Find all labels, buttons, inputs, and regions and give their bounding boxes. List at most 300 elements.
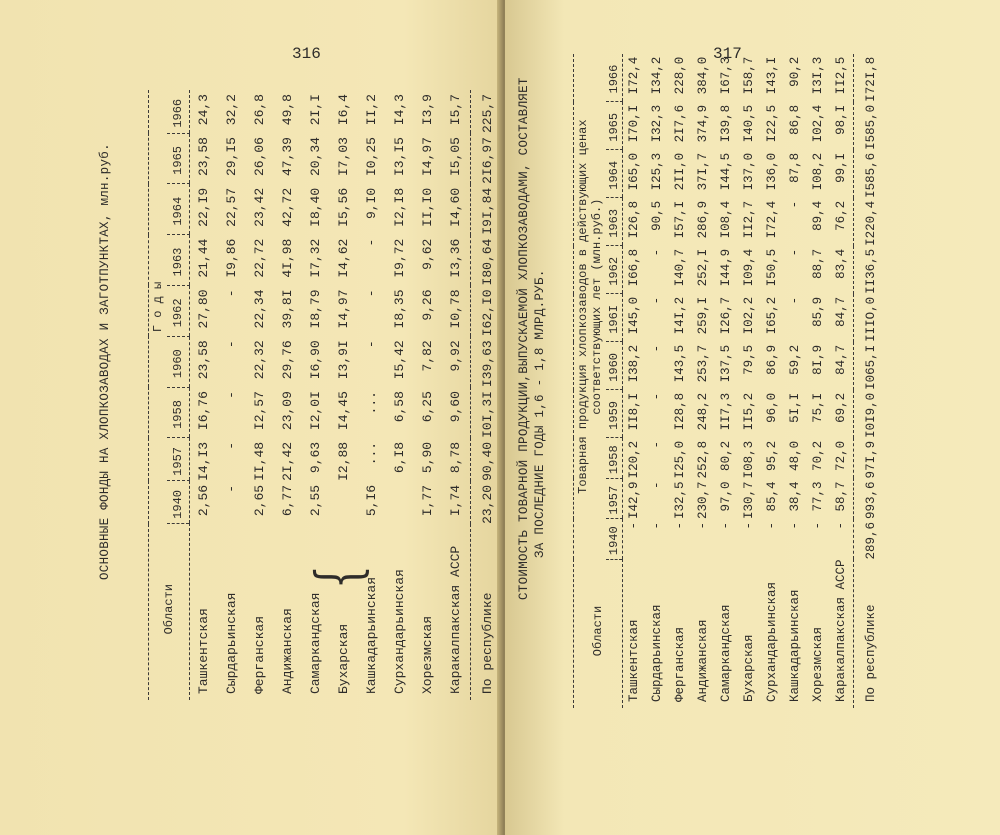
total-cell: 2I6,97: [480, 137, 495, 184]
table-cell: -: [650, 481, 664, 489]
table-cell: I26,8: [627, 200, 641, 239]
year-header: 1957: [606, 478, 623, 519]
table-row: [623, 54, 647, 708]
table-cell: 49,8: [280, 94, 295, 126]
table-cell: 85,4: [765, 481, 779, 512]
total-cell: 993,6: [864, 481, 878, 519]
table-cell: I6,4: [336, 94, 351, 126]
table-cell: I22,5: [765, 104, 779, 143]
table-cell: 2,65: [252, 484, 267, 517]
table-cell: I6,76: [196, 391, 211, 431]
table-cell: ...: [364, 391, 379, 415]
table-cell: I4,3: [392, 94, 407, 126]
table-cell: 72,0: [834, 440, 848, 471]
table-cell: 85,9: [811, 296, 825, 327]
table-cell: I4,45: [336, 391, 351, 431]
table-cell: 69,2: [834, 392, 848, 423]
year-header: 1940: [606, 519, 623, 560]
table-cell: 24,3: [196, 94, 211, 126]
table-cell: I40,5: [742, 104, 756, 143]
table-cell: -: [627, 521, 641, 530]
row-label: Самаркандская: [308, 592, 323, 694]
table-cell: I3,36: [448, 238, 463, 278]
table-cell: 2I7,6: [673, 104, 687, 143]
table-cell: 42,72: [280, 187, 295, 227]
table-cell: -: [650, 521, 664, 530]
table-cell: 374,9: [696, 104, 710, 143]
table-cell: I37,5: [719, 344, 733, 383]
table-cell: [330, 481, 358, 524]
table-cell: 26,8: [252, 94, 267, 126]
year-header: 1962: [167, 285, 190, 336]
total-cell: 225,7: [480, 94, 495, 134]
right-table-title-line1: СТОИМОСТЬ ТОВАРНОЙ ПРОДУКЦИИ,ВЫПУСКАЕМОЙ ХЛОПКОЗАВОДАМИ, СОСТАВЛЯЕТ: [517, 77, 531, 600]
table-cell: 58,7: [834, 481, 848, 512]
total-cell: 97I,9: [864, 440, 878, 479]
table-cell: 2I,I: [308, 94, 323, 126]
table-cell: I3,9I: [336, 340, 351, 380]
table-cell: I2,57: [252, 391, 267, 431]
table-cell: I3,I5: [392, 137, 407, 177]
table-cell: I08,2: [811, 152, 825, 191]
table-cell: 286,9: [696, 200, 710, 239]
row-label: Кашкадарьинская: [788, 589, 802, 702]
table-cell: 23,42: [252, 187, 267, 227]
table-cell: 95,2: [765, 440, 779, 471]
table-cell: 253,7: [696, 344, 710, 383]
table-cell: I6,90: [308, 340, 323, 380]
table-cell: 259,I: [696, 296, 710, 335]
total-cell: I220,4: [864, 200, 878, 246]
table-cell: I66,8: [627, 248, 641, 287]
table-cell: I8,79: [308, 289, 323, 329]
table-cell: 98,I: [834, 104, 848, 135]
table-row: [414, 90, 442, 700]
table-cell: I50,5: [765, 248, 779, 287]
row-label: Хорезмская: [811, 626, 825, 702]
group-header-line2: соответствующих лет (млн.руб.): [590, 198, 604, 415]
table-cell: -: [742, 521, 756, 530]
table-cell: I4,97: [336, 289, 351, 329]
table-cell: 21,44: [196, 238, 211, 278]
year-header: 1966: [167, 90, 190, 133]
table-cell: 248,2: [696, 392, 710, 431]
table-cell: II2,7: [742, 200, 756, 239]
table-cell: -: [719, 521, 733, 530]
table-cell: 27,80: [196, 289, 211, 329]
table-cell: I65,2: [765, 296, 779, 335]
table-cell: I2,88: [336, 441, 351, 481]
table-cell: 83,4: [834, 248, 848, 279]
table-row: [246, 90, 274, 700]
total-cell: II36,5: [864, 248, 878, 294]
table-cell: 23,58: [196, 137, 211, 177]
row-label: Самаркандская: [719, 604, 733, 702]
table-cell: 252,8: [696, 440, 710, 479]
table-cell: 39,8I: [280, 289, 295, 329]
right-page: [505, 0, 1000, 835]
table-cell: I36,0: [765, 152, 779, 191]
table-cell: I,74: [448, 484, 463, 517]
table-cell: 87,8: [788, 152, 802, 183]
table-cell: I45,0: [627, 296, 641, 335]
total-cell: 23,20: [480, 484, 495, 524]
table-cell: I3I,3: [811, 56, 825, 95]
table-cell: 9,I0: [364, 187, 379, 220]
table-cell: 29,I5: [224, 137, 239, 177]
table-cell: 6,I8: [392, 441, 407, 474]
table-cell: 29,76: [280, 340, 295, 380]
table-cell: I20,2: [627, 440, 641, 479]
table-cell: 6,77: [280, 484, 295, 517]
table-cell: 9,63: [308, 441, 323, 474]
table-row: [830, 54, 854, 708]
table-cell: -: [364, 289, 379, 298]
table-cell: -: [224, 484, 239, 493]
row-label: Ферганская: [252, 615, 267, 694]
row-label: Сырдарьинская: [650, 604, 664, 702]
table-cell: 22,72: [252, 238, 267, 278]
table-row: [669, 54, 692, 708]
table-cell: -: [788, 521, 802, 530]
total-cell: I9I,84: [480, 187, 495, 235]
year-header: 1966: [606, 54, 623, 102]
year-header: 1957: [167, 438, 190, 481]
table-cell: -: [364, 238, 379, 247]
table-cell: -: [650, 248, 664, 257]
table-cell: I02,2: [742, 296, 756, 335]
table-cell: 47,39: [280, 137, 295, 177]
row-label: Ташкентская: [196, 608, 211, 694]
table-cell: -: [788, 296, 802, 305]
row-label: Ферганская: [673, 626, 687, 702]
row-label: Сурхандарьинская: [765, 581, 779, 702]
table-cell: I4,I3: [196, 441, 211, 481]
table-cell: 2,56: [196, 484, 211, 517]
table-cell: I30,7: [742, 481, 756, 519]
table-row: [358, 90, 386, 700]
table-row: [692, 54, 715, 708]
year-header: 1963: [167, 235, 190, 286]
col-header-product-group: [574, 54, 607, 560]
table-cell: 37I,7: [696, 152, 710, 191]
table-cell: I5,05: [448, 137, 463, 177]
row-label: Андижанская: [696, 619, 710, 702]
table-cell: I5,42: [392, 340, 407, 380]
table-cell: I72,4: [765, 200, 779, 239]
total-cell: I585,0: [864, 104, 878, 150]
col-header-years-group: Г о д ы: [151, 281, 165, 333]
table-row: [646, 54, 669, 708]
table-cell: 22,34: [252, 289, 267, 329]
table-cell: -: [650, 392, 664, 401]
table-cell: -: [788, 248, 802, 257]
table-row: [715, 54, 738, 708]
page-number-right: 317: [713, 45, 742, 63]
table-cell: 88,7: [811, 248, 825, 279]
table-cell: 9,92: [448, 340, 463, 372]
table-cell: 8I,9: [811, 344, 825, 375]
table-cell: 22,I9: [196, 187, 211, 227]
table-cell: I39,8: [719, 104, 733, 143]
table-cell: I9,72: [392, 238, 407, 278]
total-cell: 289,6: [864, 521, 878, 560]
total-cell: I39,63: [480, 340, 495, 388]
table-cell: -: [673, 521, 687, 530]
table-cell: I32,5: [673, 481, 687, 519]
table-cell: I09,4: [742, 248, 756, 287]
table-cell: I02,4: [811, 104, 825, 143]
total-cell: IIIO,0: [864, 296, 878, 342]
table-cell: 80,2: [719, 440, 733, 471]
table-cell: 86,9: [765, 344, 779, 375]
table-cell: I65,0: [627, 152, 641, 191]
table-cell: 5,I6: [364, 484, 379, 517]
table-cell: -: [650, 344, 664, 353]
table-cell: II5,2: [742, 392, 756, 431]
table-cell: 84,7: [834, 296, 848, 327]
table-cell: I43,5: [673, 344, 687, 383]
table-row: [442, 90, 471, 700]
table-row: [274, 90, 302, 700]
table-cell: -: [224, 391, 239, 399]
right-table-frame: [573, 54, 888, 708]
right-table-title-line2: ЗА ПОСЛЕДНИЕ ГОДЫ 1,6 - 1,8 МЛРД.РУБ.: [533, 269, 547, 558]
year-header: 1959: [606, 390, 623, 438]
table-cell: 6,25: [420, 391, 435, 423]
table-cell: I4,62: [336, 238, 351, 278]
total-cell: I065,I: [864, 344, 878, 390]
table-cell: I7,03: [336, 137, 351, 177]
year-header: 196I: [606, 294, 623, 342]
table-cell: II,I0: [420, 187, 435, 227]
table-cell: 79,5: [742, 344, 756, 375]
table-cell: 9,60: [448, 391, 463, 423]
table-cell: 230,7: [696, 481, 710, 519]
table-cell: 84,7: [834, 344, 848, 375]
table-row: [738, 54, 761, 708]
year-header: 1960: [606, 342, 623, 390]
table-cell: I,77: [420, 484, 435, 517]
left-table-frame: [148, 90, 505, 700]
table-cell: I57,I: [673, 200, 687, 239]
table-cell: I08,3: [742, 440, 756, 479]
table-cell: I2,I8: [392, 187, 407, 227]
table-cell: 9,26: [420, 289, 435, 321]
table-row: [784, 54, 807, 708]
table-cell: I5,7: [448, 94, 463, 126]
left-table-title: ОСНОВНЫЕ ФОНДЫ НА ХЛОПКОЗАВОДАХ И ЗАГОТПУНКТАХ, млн.руб.: [98, 143, 112, 580]
table-cell: [386, 481, 414, 524]
total-cell: I62,I0: [480, 289, 495, 337]
table-cell: I34,2: [650, 56, 664, 95]
brace-mark: {: [302, 564, 374, 590]
total-cell: 90,40: [480, 441, 495, 481]
total-cell: I585,6: [864, 152, 878, 198]
table-cell: -: [650, 296, 664, 305]
total-cell: I72I,8: [864, 56, 878, 102]
table-cell: 22,57: [224, 187, 239, 227]
table-cell: 96,0: [765, 392, 779, 423]
table-cell: I58,7: [742, 56, 756, 95]
table-cell: -: [788, 200, 802, 209]
year-header: 1958: [606, 438, 623, 479]
table-cell: 38,4: [788, 481, 802, 512]
table-cell: 59,2: [788, 344, 802, 375]
row-label: Каракалпакская АССР: [834, 559, 848, 702]
table-cell: I37,0: [742, 152, 756, 191]
table-cell: 384,0: [696, 56, 710, 95]
year-header: 1962: [606, 246, 623, 294]
table-row: [386, 90, 414, 700]
table-cell: II8,I: [627, 392, 641, 431]
table-cell: 48,0: [788, 440, 802, 471]
table-cell: ...: [364, 441, 379, 466]
page-number-left: 316: [292, 45, 321, 63]
row-label: Каракалпакская АССР: [448, 545, 463, 694]
table-cell: I25,0: [673, 440, 687, 479]
table-cell: I26,7: [719, 296, 733, 335]
total-cell: I0I9,0: [864, 392, 878, 438]
table-cell: 20,34: [308, 137, 323, 177]
table-cell: I25,3: [650, 152, 664, 191]
row-label: Сырдарьинская: [224, 592, 239, 694]
table-cell: I44,9: [719, 248, 733, 287]
table-cell: 9,62: [420, 238, 435, 270]
table-cell: I8,40: [308, 187, 323, 227]
table-row: [190, 90, 219, 700]
table-cell: 86,8: [788, 104, 802, 135]
year-header: 1965: [606, 102, 623, 150]
table-cell: I32,3: [650, 104, 664, 143]
table-cell: I2,0I: [308, 391, 323, 431]
row-label: Кашкадарьинская: [364, 576, 379, 694]
table-cell: I67,3: [719, 56, 733, 95]
row-label: Бухарская: [336, 623, 351, 694]
table-cell: 2I,42: [280, 441, 295, 481]
table-cell: 2II,0: [673, 152, 687, 191]
table-cell: -: [224, 340, 239, 349]
total-cell: I80,64: [480, 238, 495, 286]
table-cell: 89,4: [811, 200, 825, 231]
left-table: [148, 90, 505, 700]
table-cell: II2,5: [834, 56, 848, 95]
table-cell: 252,I: [696, 248, 710, 287]
year-header: 1960: [167, 336, 190, 387]
table-cell: I0,78: [448, 289, 463, 329]
table-row: [330, 90, 358, 700]
table-cell: -: [834, 521, 848, 530]
table-row: [761, 54, 784, 708]
row-label: Хорезмская: [420, 615, 435, 694]
table-cell: 90,5: [650, 200, 664, 231]
table-cell: 26,06: [252, 137, 267, 177]
total-label: По республике: [864, 604, 878, 702]
table-cell: -: [650, 440, 664, 449]
year-header: 1940: [167, 481, 190, 524]
row-label: Сурхандарьинская: [392, 569, 407, 694]
table-cell: 4I,98: [280, 238, 295, 278]
table-cell: I7,32: [308, 238, 323, 278]
table-cell: I72,4: [627, 56, 641, 95]
table-cell: -: [224, 289, 239, 298]
row-label: Ташкентская: [627, 619, 641, 702]
year-header: 1964: [606, 150, 623, 198]
table-row: [807, 54, 830, 708]
table-cell: 70,2: [811, 440, 825, 471]
table-row: [218, 90, 246, 700]
table-cell: I70,I: [627, 104, 641, 143]
table-cell: 99,I: [834, 152, 848, 183]
table-cell: II,48: [252, 441, 267, 481]
table-cell: -: [224, 441, 239, 450]
table-cell: 77,3: [811, 481, 825, 512]
table-cell: I40,7: [673, 248, 687, 287]
table-cell: 22,32: [252, 340, 267, 380]
table-cell: 97,0: [719, 481, 733, 512]
row-label: Бухарская: [742, 634, 756, 702]
table-cell: -: [811, 521, 825, 530]
table-cell: 8,78: [448, 441, 463, 474]
table-cell: I4I,2: [673, 296, 687, 335]
table-cell: II7,3: [719, 392, 733, 431]
year-header: 1965: [167, 133, 190, 184]
table-cell: I0,25: [364, 137, 379, 177]
table-cell: 75,I: [811, 392, 825, 423]
table-cell: 32,2: [224, 94, 239, 126]
col-header-region: Области: [149, 524, 190, 700]
year-header: 1958: [167, 387, 190, 438]
year-header: 1964: [167, 184, 190, 235]
table-cell: -: [765, 521, 779, 530]
table-cell: II,2: [364, 94, 379, 126]
table-cell: I44,5: [719, 152, 733, 191]
table-cell: 90,2: [788, 56, 802, 87]
table-cell: 76,2: [834, 200, 848, 231]
table-cell: -: [364, 340, 379, 349]
table-cell: 7,82: [420, 340, 435, 372]
table-cell: I4,60: [448, 187, 463, 227]
table-cell: 5,90: [420, 441, 435, 474]
table-cell: I28,8: [673, 392, 687, 431]
table-cell: I8,35: [392, 289, 407, 329]
table-cell: I4,97: [420, 137, 435, 177]
table-cell: 228,0: [673, 56, 687, 95]
table-cell: I43,I: [765, 56, 779, 95]
total-row: [854, 54, 889, 708]
table-row: [302, 90, 330, 700]
table-cell: I5,56: [336, 187, 351, 227]
table-cell: 23,58: [196, 340, 211, 380]
total-label: По республике: [480, 592, 495, 694]
table-cell: -: [696, 521, 710, 530]
row-label: Андижанская: [280, 608, 295, 694]
col-header-region: Области: [574, 559, 623, 708]
table-cell: I3,9: [420, 94, 435, 126]
table-cell: 6,58: [392, 391, 407, 423]
table-cell: I42,9: [627, 481, 641, 519]
table-cell: I9,86: [224, 238, 239, 278]
total-cell: I0I,3I: [480, 391, 495, 438]
table-cell: 5I,I: [788, 392, 802, 423]
table-cell: 23,09: [280, 391, 295, 431]
group-header-line1: Товарная продукция хлопкозаводов в действующих ценах: [576, 119, 590, 494]
table-cell: I38,2: [627, 344, 641, 383]
right-table: [573, 54, 888, 708]
table-cell: 2,55: [308, 484, 323, 517]
table-cell: I08,4: [719, 200, 733, 239]
year-header: 1963: [606, 198, 623, 246]
